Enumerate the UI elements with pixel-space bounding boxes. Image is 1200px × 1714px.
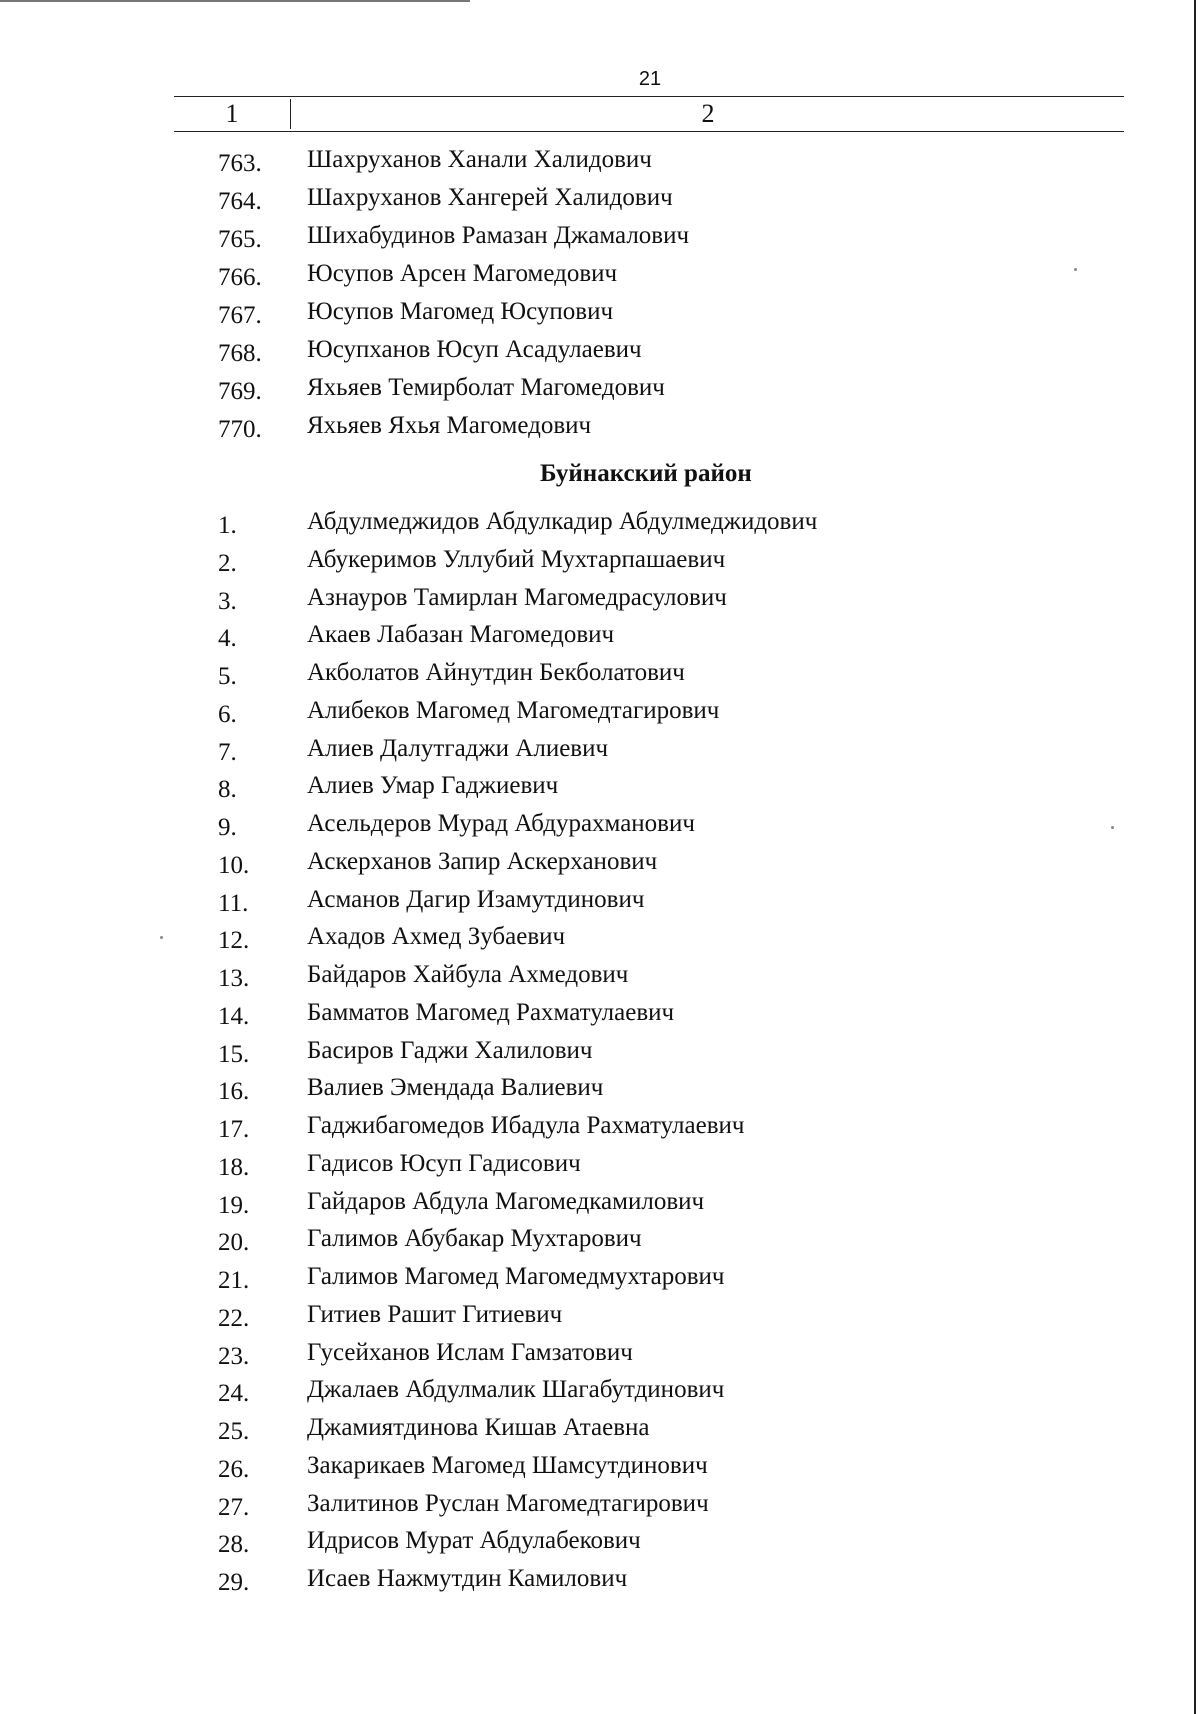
person-name: Закарикаев Магомед Шамсутдинович: [307, 1451, 708, 1479]
item-number: 769.: [218, 378, 262, 405]
person-name: Гадисов Юсуп Гадисович: [307, 1149, 581, 1177]
person-name: Гайдаров Абдула Магомедкамилович: [307, 1187, 705, 1215]
person-name: Джамиятдинова Кишав Атаевна: [307, 1414, 650, 1441]
person-name: Бамматов Магомед Рахматулаевич: [307, 998, 675, 1026]
person-name: Аскерханов Запир Аскерханович: [307, 847, 658, 875]
person-name: Залитинов Руслан Магомедтагирович: [307, 1489, 709, 1517]
item-number: 4.: [218, 625, 237, 653]
list-item: [0, 180, 1200, 216]
person-name: Гусейханов Ислам Гамзатович: [307, 1338, 633, 1366]
list-item: [0, 1410, 1200, 1446]
list-item: [0, 504, 1200, 540]
person-name: Байдаров Хайбула Ахмедович: [307, 961, 629, 988]
item-number: 25.: [218, 1418, 250, 1445]
table-header: [174, 96, 1124, 132]
item-number: 28.: [218, 1531, 250, 1559]
item-number: 11.: [218, 889, 249, 917]
list-item: [0, 844, 1200, 880]
person-name: Алиев Умар Гаджиевич: [307, 772, 559, 800]
item-number: 765.: [218, 226, 262, 253]
item-number: 766.: [218, 264, 262, 291]
item-number: 20.: [218, 1229, 250, 1257]
page-number: 21: [638, 68, 662, 90]
person-name: Яхьяев Яхья Магомедович: [307, 412, 592, 439]
item-number: 24.: [218, 1380, 250, 1408]
person-name: Асельдеров Мурад Абдурахманович: [307, 810, 695, 837]
person-name: Гаджибагомедов Ибадула Рахматулаевич: [307, 1112, 745, 1139]
item-number: 19.: [218, 1191, 250, 1219]
list-item: [0, 731, 1200, 767]
person-name: Шахруханов Хангерей Халидович: [307, 184, 673, 211]
person-name: Галимов Магомед Магомедмухтарович: [307, 1263, 725, 1290]
list-item: [0, 294, 1200, 330]
person-name: Исаев Нажмутдин Камилович: [307, 1565, 628, 1592]
list-item: [0, 332, 1200, 368]
list-item: [0, 1448, 1200, 1484]
item-number: 10.: [218, 851, 250, 879]
list-item: [0, 370, 1200, 406]
item-number: 5.: [218, 663, 237, 690]
list-item: [0, 768, 1200, 804]
item-number: 17.: [218, 1116, 250, 1143]
list-item: [0, 957, 1200, 993]
person-name: Басиров Гаджи Халилович: [307, 1036, 593, 1064]
item-number: 29.: [218, 1569, 250, 1596]
person-name: Абукеримов Уллубий Мухтарпашаевич: [307, 545, 726, 573]
list-item: [0, 1070, 1200, 1106]
scan-speck: [160, 936, 163, 939]
scan-speck: [1111, 826, 1114, 829]
item-number: 8.: [218, 776, 237, 804]
list-item: [0, 617, 1200, 653]
list-item: [0, 1184, 1200, 1220]
item-number: 27.: [218, 1493, 250, 1521]
scan-edge-top: [0, 0, 470, 2]
person-name: Яхьяев Темирболат Магомедович: [307, 374, 665, 401]
person-name: Акаев Лабазан Магомедович: [307, 621, 615, 649]
item-number: 23.: [218, 1342, 250, 1370]
list-item: [0, 580, 1200, 616]
list-item: [0, 919, 1200, 955]
column-header-1: 1: [225, 99, 239, 128]
list-item: [0, 806, 1200, 842]
person-name: Юсупов Арсен Магомедович: [307, 260, 618, 287]
item-number: 763.: [218, 150, 262, 177]
person-name: Алибеков Магомед Магомедтагирович: [307, 696, 720, 724]
item-number: 2.: [218, 549, 237, 577]
person-name: Асманов Дагир Изамутдинович: [307, 885, 645, 913]
list-item: [0, 1561, 1200, 1597]
list-item: [0, 882, 1200, 918]
person-name: Ахадов Ахмед Зубаевич: [307, 923, 566, 951]
list-item: [0, 1335, 1200, 1371]
item-number: 15.: [218, 1040, 250, 1068]
list-item: [0, 1372, 1200, 1408]
item-number: 770.: [218, 416, 262, 443]
list-item: [0, 142, 1200, 178]
item-number: 1.: [218, 512, 237, 539]
list-item: [0, 256, 1200, 292]
item-number: 6.: [218, 700, 237, 728]
list-item: [0, 1108, 1200, 1144]
item-number: 21.: [218, 1267, 250, 1294]
person-name: Идрисов Мурат Абдулабекович: [307, 1527, 641, 1555]
person-name: Гитиев Рашит Гитиевич: [307, 1300, 563, 1328]
person-name: Абдулмеджидов Абдулкадир Абдулмеджидович: [307, 508, 818, 535]
item-number: 3.: [218, 587, 237, 615]
list-item: [0, 218, 1200, 254]
list-item: [0, 655, 1200, 691]
person-name: Азнауров Тамирлан Магомедрасулович: [307, 583, 727, 611]
list-item: [0, 1523, 1200, 1559]
item-number: 7.: [218, 738, 237, 766]
list-item: [0, 1297, 1200, 1333]
person-name: Юсупханов Юсуп Асадулаевич: [307, 336, 642, 363]
item-number: 12.: [218, 927, 250, 955]
person-name: Юсупов Магомед Юсупович: [307, 298, 614, 325]
list-item: [0, 995, 1200, 1031]
list-item: [0, 408, 1200, 444]
person-name: Алиев Далутгаджи Алиевич: [307, 734, 609, 762]
item-number: 13.: [218, 965, 250, 992]
list-item: [0, 1486, 1200, 1522]
item-number: 9.: [218, 814, 237, 841]
item-number: 18.: [218, 1153, 250, 1181]
column-header-2: 2: [290, 99, 1125, 129]
item-number: 14.: [218, 1002, 250, 1030]
person-name: Джалаев Абдулмалик Шагабутдинович: [307, 1376, 725, 1404]
scan-speck: [1074, 268, 1077, 271]
item-number: 768.: [218, 340, 262, 367]
person-name: Галимов Абубакар Мухтарович: [307, 1225, 642, 1253]
item-number: 16.: [218, 1078, 250, 1106]
section-title: Буйнакский район: [540, 460, 752, 487]
person-name: Акболатов Айнутдин Бекболатович: [307, 659, 685, 686]
list-item: [0, 1146, 1200, 1182]
person-name: Валиев Эмендада Валиевич: [307, 1074, 604, 1102]
list-item: [0, 1259, 1200, 1295]
item-number: 767.: [218, 302, 262, 329]
list-item: [0, 693, 1200, 729]
person-name: Шихабудинов Рамазан Джамалович: [307, 222, 690, 249]
item-number: 26.: [218, 1455, 250, 1483]
list-item: [0, 1033, 1200, 1069]
list-item: [0, 1221, 1200, 1257]
item-number: 764.: [218, 188, 262, 215]
person-name: Шахруханов Ханали Халидович: [307, 146, 652, 173]
list-item: [0, 542, 1200, 578]
item-number: 22.: [218, 1304, 250, 1332]
